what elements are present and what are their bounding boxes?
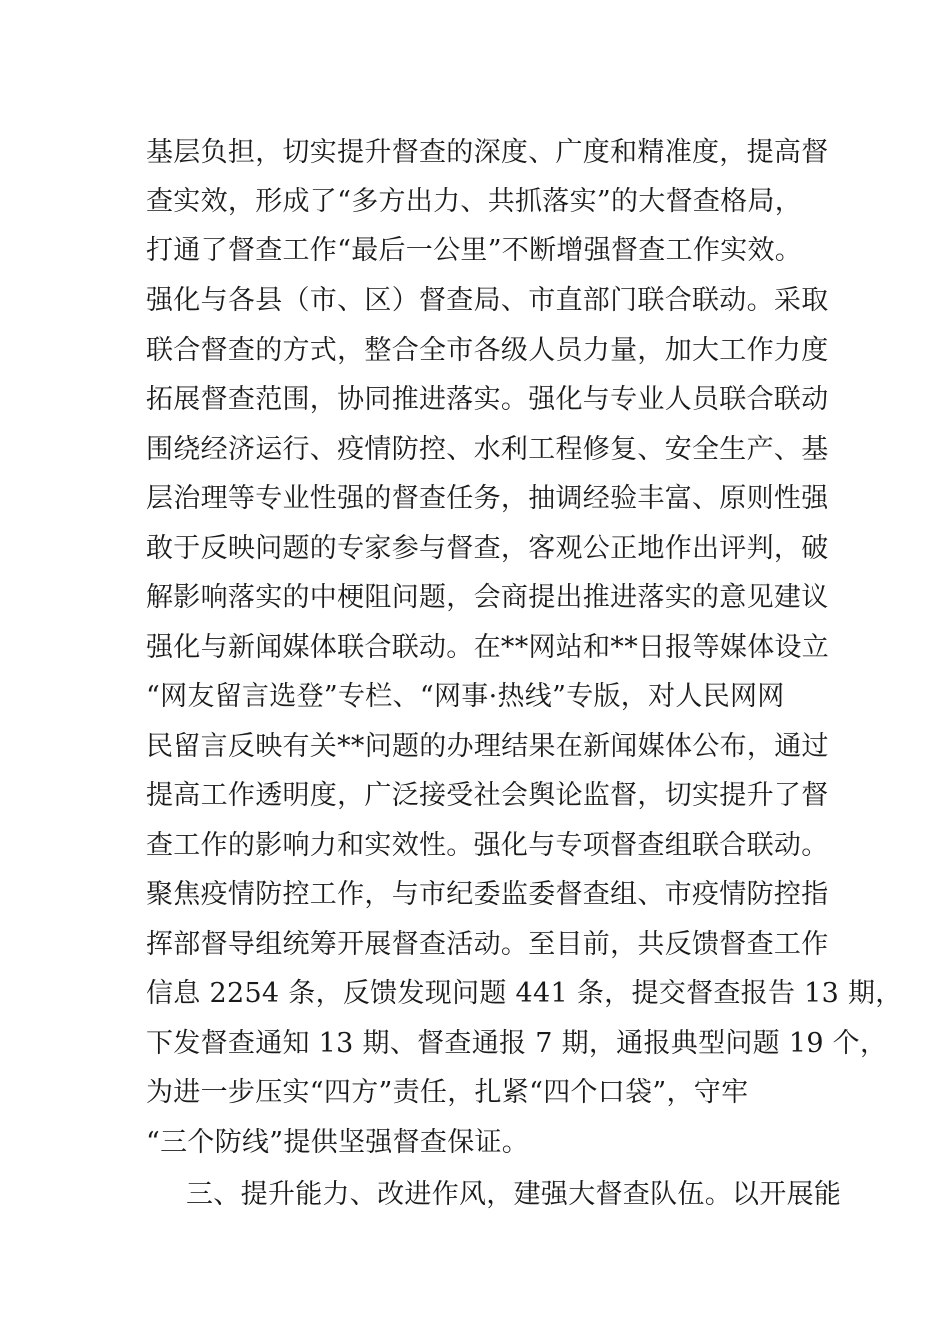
text-line: 围绕经济运行、疫情防控、水利工程修复、安全生产、基 (146, 434, 829, 465)
text-line: “网友留言选登”专栏、“网事·热线”专版，对人民网网 (146, 681, 785, 712)
text-line: 联合督查的方式，整合全市各级人员力量，加大工作力度 (146, 335, 829, 366)
text-line: 为进一步压实“四方”责任，扎紧“四个口袋”，守牢 (146, 1077, 749, 1108)
text-line: 聚焦疫情防控工作，与市纪委监委督查组、市疫情防控指 (146, 879, 829, 910)
text-line: 提高工作透明度，广泛接受社会舆论监督，切实提升了督 (146, 780, 829, 811)
text-line: 敢于反映问题的专家参与督查，客观公正地作出评判，破 (146, 533, 829, 564)
text-line: 挥部督导组统筹开展督查活动。至目前，共反馈督查工作 (146, 929, 829, 960)
text-line: 解影响落实的中梗阻问题，会商提出推进落实的意见建议 (146, 582, 829, 613)
text-line: 民留言反映有关**问题的办理结果在新闻媒体公布，通过 (146, 731, 829, 762)
text-line: 下发督查通知 13 期、督查通报 7 期，通报典型问题 19 个， (146, 1028, 888, 1059)
text-line: 层治理等专业性强的督查任务，抽调经验丰富、原则性强 (146, 483, 829, 514)
text-line: 查工作的影响力和实效性。强化与专项督查组联合联动。 (146, 830, 829, 861)
text-line: 强化与各县（市、区）督查局、市直部门联合联动。采取 (146, 285, 829, 316)
text-line: “三个防线”提供坚强督查保证。 (146, 1127, 530, 1158)
text-line: 基层负担，切实提升督查的深度、广度和精准度，提高督 (146, 137, 829, 168)
text-line: 打通了督查工作“最后一公里”不断增强督查工作实效。 (146, 235, 803, 266)
text-line: 强化与新闻媒体联合联动。在**网站和**日报等媒体设立 (146, 632, 830, 663)
text-line: 查实效，形成了“多方出力、共抓落实”的大督查格局， (146, 186, 803, 217)
text-line: 信息 2254 条，反馈发现问题 441 条，提交督查报告 13 期， (146, 978, 903, 1009)
text-line: 拓展督查范围，协同推进落实。强化与专业人员联合联动 (146, 384, 829, 415)
section-heading-line: 三、提升能力、改进作风，建强大督查队伍。以开展能 (186, 1179, 842, 1210)
